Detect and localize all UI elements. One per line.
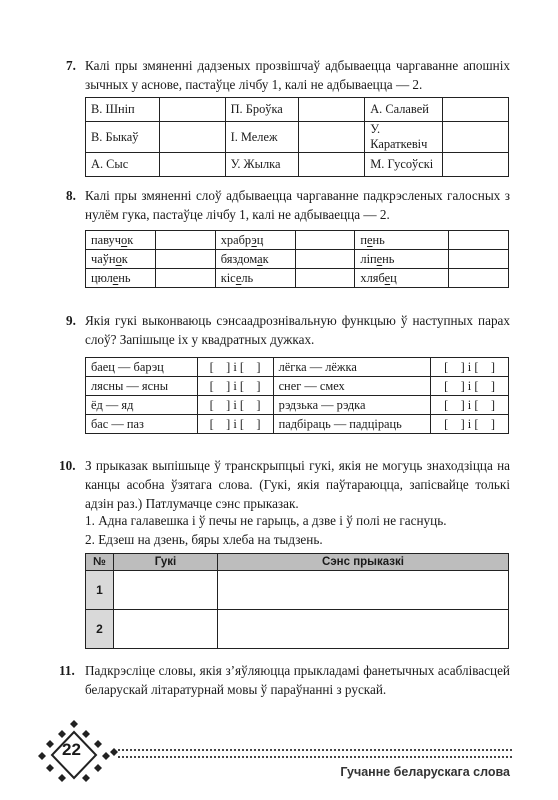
underlined-vowel: а: [257, 251, 263, 266]
word-pair-cell: лёгка — лёжка: [273, 358, 431, 377]
answer-cell[interactable]: [155, 250, 215, 269]
table-row: [86, 358, 509, 377]
word-part: ц: [390, 270, 397, 285]
table-row: [86, 610, 509, 649]
word-pair-cell: лясны — ясны: [86, 377, 198, 396]
underlined-vowel: о: [120, 232, 128, 247]
task-11: [59, 661, 510, 699]
word-part: п: [360, 232, 368, 247]
bracket-answer-cell[interactable]: [ ] і [ ]: [431, 415, 509, 434]
task-10: [59, 456, 510, 513]
word-part: к: [121, 251, 128, 266]
task-text: Калі пры змяненні слоў адбываецца чаргаванне падкрэсленых галосных з нулём гука, пастаўце лічбу 1, калі не адбываецца — 2.: [85, 188, 510, 222]
answer-cell[interactable]: [159, 98, 225, 122]
answer-cell[interactable]: [159, 153, 225, 177]
task-number: 11.: [59, 663, 75, 678]
answer-cell[interactable]: [443, 98, 509, 122]
word-pair-cell: падбіраць — падціраць: [273, 415, 431, 434]
task-number: 8.: [66, 188, 76, 203]
word-cell: [215, 269, 295, 288]
task-number: 7.: [66, 58, 76, 73]
word-part: храбр: [220, 232, 252, 247]
word-part: нь: [372, 232, 385, 247]
table-row: [86, 250, 509, 269]
answer-cell[interactable]: [155, 269, 215, 288]
footer-divider: [118, 749, 512, 758]
running-title: Гучанне беларускага слова: [340, 765, 510, 779]
surname-cell: У. Жылка: [225, 153, 299, 177]
task-number: 9.: [66, 313, 76, 328]
task-text: З прыказак выпішыце ў транскрыпцыі гукі, якія не могуць знаходзіцца на канцы асобна ўзятага слова. (Гукі, якія паўтараюцца, запісвайце толькі адзін раз.) Патлумачце сэнс прыказак.: [85, 458, 510, 511]
task-number: 10.: [59, 458, 76, 473]
answer-cell[interactable]: [295, 250, 355, 269]
task-7: [66, 56, 510, 94]
word-part: цюл: [91, 270, 113, 285]
word-cell: [215, 250, 295, 269]
underlined-vowel: е: [367, 232, 373, 247]
answer-cell[interactable]: [299, 98, 365, 122]
word-pair-cell: ёд — яд: [86, 396, 198, 415]
answer-cell[interactable]: [295, 231, 355, 250]
table-row: [86, 396, 509, 415]
task-text: Падкрэсліце словы, якія з’яўляюцца прыкладамі фанетычных асаблівасцей беларускай літаратурнай мовы ў параўнанні з рускай.: [85, 663, 510, 697]
row-number: 1: [86, 571, 114, 610]
surname-cell: П. Броўка: [225, 98, 299, 122]
word-cell: [355, 250, 449, 269]
answer-cell[interactable]: [299, 122, 365, 153]
proverb-1: 1. Адна галавешка і ў печы не гарыць, а дзве і ў полі не гаснуць.: [85, 513, 447, 528]
word-pair-cell: рэдзька — рэдка: [273, 396, 431, 415]
word-cell: [355, 231, 449, 250]
word-part: бяздом: [220, 251, 258, 266]
word-cell: [355, 269, 449, 288]
answer-cell[interactable]: [299, 153, 365, 177]
bracket-answer-cell[interactable]: [ ] і [ ]: [197, 358, 273, 377]
answer-cell[interactable]: [449, 269, 509, 288]
table-row: [86, 415, 509, 434]
word-part: к: [262, 251, 269, 266]
table-row: [86, 231, 509, 250]
bracket-answer-cell[interactable]: [ ] і [ ]: [431, 358, 509, 377]
table-row: [86, 377, 509, 396]
underlined-vowel: е: [384, 270, 391, 285]
answer-cell[interactable]: [449, 250, 509, 269]
word-cell: [215, 231, 295, 250]
table-row: [86, 571, 509, 610]
answer-cell[interactable]: [295, 269, 355, 288]
surname-cell: І. Мележ: [225, 122, 299, 153]
table-row: [86, 269, 509, 288]
word-part: чаўн: [91, 251, 116, 266]
table-row: [86, 98, 509, 122]
surname-cell: А. Сыс: [86, 153, 160, 177]
word-pair-cell: снег — смех: [273, 377, 431, 396]
word-part: нь: [118, 270, 131, 285]
bracket-answer-cell[interactable]: [ ] і [ ]: [197, 415, 273, 434]
bracket-answer-cell[interactable]: [ ] і [ ]: [197, 396, 273, 415]
surname-cell: В. Быкаў: [86, 122, 160, 153]
task-9: [66, 311, 510, 349]
answer-cell[interactable]: [159, 122, 225, 153]
task-10-table: [85, 553, 509, 649]
sounds-answer-cell[interactable]: [114, 571, 218, 610]
surname-cell: М. Гусоўскі: [365, 153, 443, 177]
meaning-answer-cell[interactable]: [218, 610, 509, 649]
table-row: [86, 122, 509, 153]
underlined-vowel: е: [376, 251, 383, 266]
word-part: кіс: [220, 270, 236, 285]
underlined-vowel: э: [251, 232, 257, 247]
answer-cell[interactable]: [155, 231, 215, 250]
underlined-vowel: о: [115, 251, 122, 266]
bracket-answer-cell[interactable]: [ ] і [ ]: [431, 377, 509, 396]
word-part: к: [127, 232, 134, 247]
column-header: №: [86, 554, 114, 571]
word-cell: [86, 231, 156, 250]
word-cell: [86, 269, 156, 288]
page-number: 22: [62, 740, 81, 759]
task-7-table: [85, 97, 509, 177]
word-part: ліп: [360, 251, 377, 266]
task-9-table: [85, 357, 509, 434]
column-header: Гукі: [114, 554, 218, 571]
sounds-answer-cell[interactable]: [114, 610, 218, 649]
table-header-row: [86, 554, 509, 571]
task-text: Калі пры змяненні дадзеных прозвішчаў адбываецца чаргаванне апошніх зычных у аснове, пастаўце лічбу 1, калі не адбываецца — 2.: [85, 58, 510, 92]
task-8-table: [85, 230, 509, 288]
word-part: ц: [256, 232, 264, 247]
task-text: Якія гукі выконваюць сэнсаадрознівальную функцыю ў наступных парах слоў? Запішыце іх у квадратных дужках.: [85, 313, 510, 347]
answer-cell[interactable]: [449, 231, 509, 250]
answer-cell[interactable]: [443, 153, 509, 177]
bracket-answer-cell[interactable]: [ ] і [ ]: [431, 396, 509, 415]
row-number: 2: [86, 610, 114, 649]
proverb-list: [85, 511, 447, 549]
task-8: [66, 186, 510, 224]
word-pair-cell: бас — паз: [86, 415, 198, 434]
surname-cell: У. Караткевіч: [365, 122, 443, 153]
word-part: ль: [241, 270, 254, 285]
surname-cell: А. Салавей: [365, 98, 443, 122]
answer-cell[interactable]: [443, 122, 509, 153]
word-cell: [86, 250, 156, 269]
surname-cell: В. Шніп: [86, 98, 160, 122]
word-pair-cell: баец — барэц: [86, 358, 198, 377]
underlined-vowel: е: [112, 270, 119, 285]
word-part: павуч: [91, 232, 121, 247]
proverb-2: 2. Едзеш на дзень, бяры хлеба на тыдзень.: [85, 532, 323, 547]
table-row: [86, 153, 509, 177]
underlined-vowel: е: [235, 270, 242, 285]
bracket-answer-cell[interactable]: [ ] і [ ]: [197, 377, 273, 396]
word-part: хляб: [360, 270, 385, 285]
meaning-answer-cell[interactable]: [218, 571, 509, 610]
word-part: нь: [382, 251, 395, 266]
column-header: Сэнс прыказкі: [218, 554, 509, 571]
